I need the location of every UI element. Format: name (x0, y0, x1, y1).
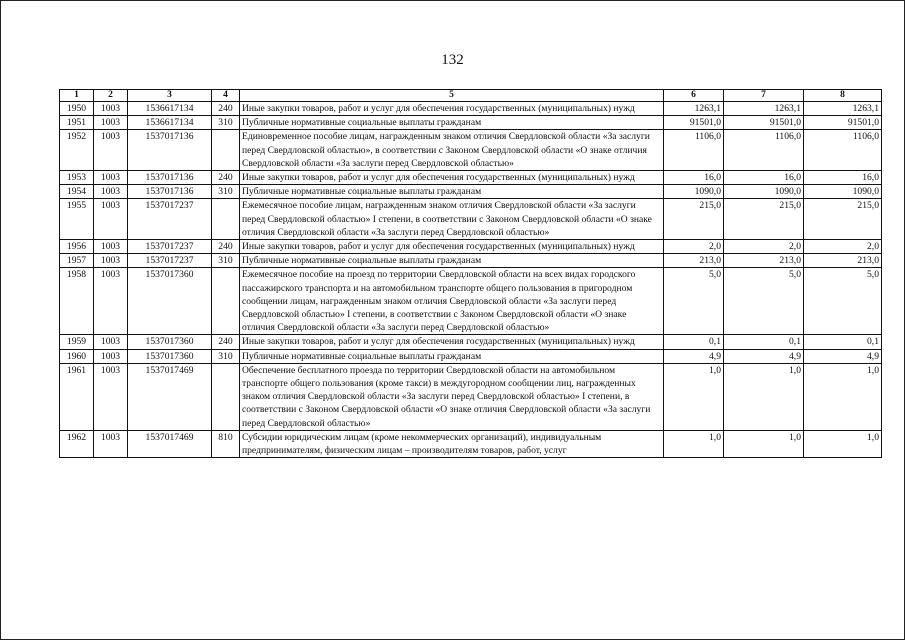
target-article-cell: 1536617134 (128, 116, 212, 130)
header-col-6: 6 (664, 90, 724, 102)
table-row (60, 171, 882, 185)
amount-col7-cell: 1,0 (724, 363, 804, 430)
expense-type-cell (212, 199, 240, 240)
amount-col8-cell: 1,0 (804, 363, 882, 430)
amount-col7-cell: 215,0 (724, 199, 804, 240)
description-cell: Иные закупки товаров, работ и услуг для обеспечения государственных (муниципальных) нужд (240, 335, 664, 349)
section-code-cell: 1003 (94, 171, 128, 185)
amount-col7-cell: 16,0 (724, 171, 804, 185)
section-code-cell: 1003 (94, 199, 128, 240)
description-cell: Единовременное пособие лицам, награжденным знаком отличия Свердловской области «За заслуги перед Свердловской областью», в соответствии с Законом Свердловской области «О знаке отличия Свердловской области «За заслуги перед Свердловской областью» (240, 130, 664, 171)
amount-col8-cell: 213,0 (804, 254, 882, 268)
target-article-cell: 1537017360 (128, 268, 212, 335)
description-cell: Иные закупки товаров, работ и услуг для обеспечения государственных (муниципальных) нужд (240, 102, 664, 116)
amount-col6-cell: 0,1 (664, 335, 724, 349)
table-row (60, 102, 882, 116)
header-col-3: 3 (128, 90, 212, 102)
table-row (60, 254, 882, 268)
section-code-cell: 1003 (94, 430, 128, 457)
target-article-cell: 1537017136 (128, 171, 212, 185)
row-number-cell: 1956 (60, 240, 94, 254)
expense-type-cell: 240 (212, 240, 240, 254)
table-row (60, 363, 882, 430)
header-col-4: 4 (212, 90, 240, 102)
description-cell: Обеспечение бесплатного проезда по территории Свердловской области на автомобильном транспорте общего пользования (кроме такси) в междугородном сообщении лиц, награжденных знаком отличия Свердловской области «За заслуги перед Свердловской областью» I степени, в соответствии с Законом Свердловской области «О знаке отличия Свердловской области «За заслуги перед Свердловской областью» (240, 363, 664, 430)
description-cell: Публичные нормативные социальные выплаты гражданам (240, 185, 664, 199)
row-number-cell: 1961 (60, 363, 94, 430)
description-cell: Ежемесячное пособие на проезд по территории Свердловской области на всех видах городского пассажирского транспорта и на автомобильном транспорте общего пользования в пригородном сообщении лицам, награжденным знаком отличия Свердловской области «За заслуги перед Свердловской областью» I степени, в соответствии с Законом Свердловской области «О знаке отличия Свердловской области «За заслуги перед Свердловской областью» (240, 268, 664, 335)
section-code-cell: 1003 (94, 335, 128, 349)
expense-type-cell (212, 130, 240, 171)
amount-col8-cell: 1090,0 (804, 185, 882, 199)
budget-table (59, 89, 882, 458)
amount-col6-cell: 1090,0 (664, 185, 724, 199)
target-article-cell: 1537017237 (128, 199, 212, 240)
amount-col6-cell: 2,0 (664, 240, 724, 254)
row-number-cell: 1960 (60, 349, 94, 363)
amount-col8-cell: 0,1 (804, 335, 882, 349)
amount-col7-cell: 1,0 (724, 430, 804, 457)
target-article-cell: 1537017237 (128, 240, 212, 254)
amount-col8-cell: 5,0 (804, 268, 882, 335)
description-cell: Ежемесячное пособие лицам, награжденным знаком отличия Свердловской области «За заслуги перед Свердловской областью» I степени, в соответствии с Законом Свердловской области «О знаке отличия Свердловской области «За заслуги перед Свердловской областью» (240, 199, 664, 240)
table-row (60, 130, 882, 171)
row-number-cell: 1953 (60, 171, 94, 185)
table-row (60, 335, 882, 349)
amount-col6-cell: 91501,0 (664, 116, 724, 130)
section-code-cell: 1003 (94, 185, 128, 199)
section-code-cell: 1003 (94, 363, 128, 430)
description-cell: Публичные нормативные социальные выплаты гражданам (240, 349, 664, 363)
amount-col7-cell: 1263,1 (724, 102, 804, 116)
amount-col6-cell: 213,0 (664, 254, 724, 268)
target-article-cell: 1537017360 (128, 335, 212, 349)
amount-col6-cell: 1,0 (664, 363, 724, 430)
header-col-1: 1 (60, 90, 94, 102)
row-number-cell: 1954 (60, 185, 94, 199)
section-code-cell: 1003 (94, 240, 128, 254)
row-number-cell: 1959 (60, 335, 94, 349)
target-article-cell: 1537017360 (128, 349, 212, 363)
table-row (60, 430, 882, 457)
amount-col6-cell: 1106,0 (664, 130, 724, 171)
target-article-cell: 1537017136 (128, 185, 212, 199)
row-number-cell: 1957 (60, 254, 94, 268)
row-number-cell: 1958 (60, 268, 94, 335)
header-col-5: 5 (240, 90, 664, 102)
amount-col7-cell: 213,0 (724, 254, 804, 268)
table-row (60, 349, 882, 363)
amount-col7-cell: 4,9 (724, 349, 804, 363)
expense-type-cell: 310 (212, 116, 240, 130)
expense-type-cell: 310 (212, 254, 240, 268)
expense-type-cell: 310 (212, 185, 240, 199)
amount-col8-cell: 1,0 (804, 430, 882, 457)
row-number-cell: 1962 (60, 430, 94, 457)
description-cell: Иные закупки товаров, работ и услуг для обеспечения государственных (муниципальных) нужд (240, 240, 664, 254)
amount-col6-cell: 1,0 (664, 430, 724, 457)
expense-type-cell: 240 (212, 335, 240, 349)
table-header-row (60, 90, 882, 102)
description-cell: Публичные нормативные социальные выплаты гражданам (240, 254, 664, 268)
amount-col6-cell: 16,0 (664, 171, 724, 185)
amount-col8-cell: 1106,0 (804, 130, 882, 171)
amount-col7-cell: 1090,0 (724, 185, 804, 199)
expense-type-cell (212, 268, 240, 335)
amount-col8-cell: 215,0 (804, 199, 882, 240)
header-col-8: 8 (804, 90, 882, 102)
amount-col7-cell: 1106,0 (724, 130, 804, 171)
table-row (60, 240, 882, 254)
row-number-cell: 1950 (60, 102, 94, 116)
amount-col7-cell: 2,0 (724, 240, 804, 254)
target-article-cell: 1537017237 (128, 254, 212, 268)
page-number: 132 (441, 52, 464, 68)
table-row (60, 185, 882, 199)
row-number-cell: 1952 (60, 130, 94, 171)
row-number-cell: 1951 (60, 116, 94, 130)
expense-type-cell: 240 (212, 171, 240, 185)
table-row (60, 116, 882, 130)
target-article-cell: 1537017469 (128, 363, 212, 430)
expense-type-cell: 810 (212, 430, 240, 457)
row-number-cell: 1955 (60, 199, 94, 240)
target-article-cell: 1537017469 (128, 430, 212, 457)
target-article-cell: 1536617134 (128, 102, 212, 116)
section-code-cell: 1003 (94, 254, 128, 268)
header-col-2: 2 (94, 90, 128, 102)
table-row (60, 268, 882, 335)
description-cell: Субсидии юридическим лицам (кроме некоммерческих организаций), индивидуальным предпринимателям, физическим лицам – производителям товаров, работ, услуг (240, 430, 664, 457)
table-row (60, 199, 882, 240)
section-code-cell: 1003 (94, 102, 128, 116)
amount-col7-cell: 5,0 (724, 268, 804, 335)
amount-col6-cell: 4,9 (664, 349, 724, 363)
section-code-cell: 1003 (94, 268, 128, 335)
description-cell: Публичные нормативные социальные выплаты гражданам (240, 116, 664, 130)
amount-col8-cell: 1263,1 (804, 102, 882, 116)
description-cell: Иные закупки товаров, работ и услуг для обеспечения государственных (муниципальных) нужд (240, 171, 664, 185)
section-code-cell: 1003 (94, 130, 128, 171)
table-body (60, 102, 882, 458)
amount-col6-cell: 5,0 (664, 268, 724, 335)
amount-col8-cell: 2,0 (804, 240, 882, 254)
header-col-7: 7 (724, 90, 804, 102)
expense-type-cell (212, 363, 240, 430)
section-code-cell: 1003 (94, 116, 128, 130)
amount-col8-cell: 16,0 (804, 171, 882, 185)
amount-col7-cell: 91501,0 (724, 116, 804, 130)
expense-type-cell: 240 (212, 102, 240, 116)
amount-col7-cell: 0,1 (724, 335, 804, 349)
amount-col6-cell: 1263,1 (664, 102, 724, 116)
amount-col8-cell: 91501,0 (804, 116, 882, 130)
amount-col6-cell: 215,0 (664, 199, 724, 240)
section-code-cell: 1003 (94, 349, 128, 363)
expense-type-cell: 310 (212, 349, 240, 363)
target-article-cell: 1537017136 (128, 130, 212, 171)
amount-col8-cell: 4,9 (804, 349, 882, 363)
